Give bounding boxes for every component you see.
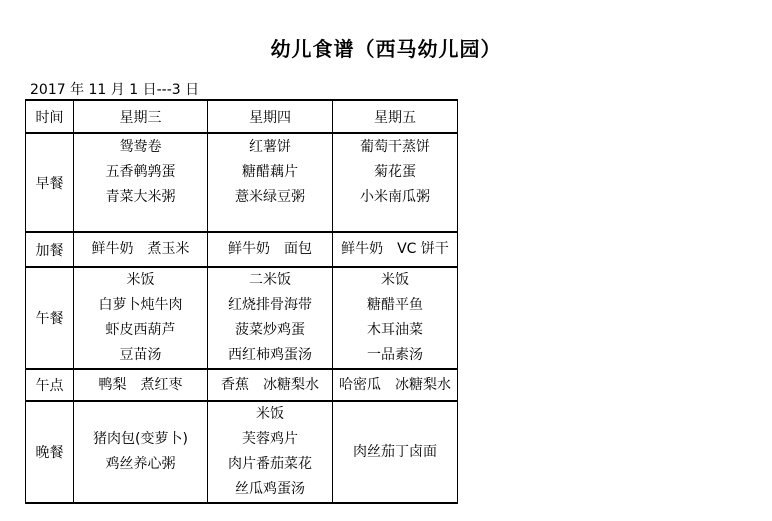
- row-label: 午餐: [26, 267, 74, 369]
- row-label: 午点: [26, 369, 74, 401]
- menu-item: 鸡丝养心粥: [105, 456, 176, 472]
- menu-cell: [208, 133, 333, 232]
- menu-item: 豆苗汤: [119, 347, 162, 363]
- menu-table-body: [26, 100, 458, 503]
- menu-item: 一品素汤: [367, 347, 423, 363]
- menu-item: 红薯饼: [249, 139, 291, 155]
- menu-item: 米饭: [256, 406, 284, 422]
- menu-item: 小米南瓜粥: [360, 189, 430, 205]
- header-cell-thursday: 星期四: [208, 100, 333, 133]
- menu-item: 木耳油菜: [367, 322, 423, 338]
- date-line: 2017 年 11 月 1 日---3 日: [30, 82, 200, 98]
- page-title: 幼儿食谱（西马幼儿园）: [270, 37, 502, 61]
- menu-item: 鸳鸯卷: [119, 139, 162, 155]
- menu-item: 葡萄干蒸饼: [360, 139, 430, 155]
- row-label: 早餐: [26, 133, 74, 232]
- menu-cell: [333, 133, 458, 232]
- menu-item: 米饭: [126, 272, 155, 288]
- table-row: [26, 369, 458, 401]
- menu-cell: [208, 232, 333, 267]
- menu-cell: [208, 401, 333, 503]
- header-cell-time: 时间: [26, 100, 74, 133]
- table-row: [26, 401, 458, 503]
- menu-cell: [333, 369, 458, 401]
- menu-item: 猪肉包(变萝卜): [93, 431, 188, 447]
- menu-item: 鸭梨 煮红枣: [98, 376, 183, 393]
- menu-cell: [333, 267, 458, 369]
- menu-item: 菊花蛋: [374, 164, 416, 180]
- row-label: 加餐: [26, 232, 74, 267]
- menu-item: 丝瓜鸡蛋汤: [235, 481, 305, 497]
- menu-item: 红烧排骨海带: [228, 297, 312, 313]
- menu-item: 五香鹌鹑蛋: [105, 164, 176, 180]
- table-row: [26, 133, 458, 232]
- menu-item: 鲜牛奶 面包: [228, 241, 312, 257]
- menu-table: [25, 99, 458, 504]
- menu-item: 米饭: [381, 272, 409, 288]
- menu-item: 西红柿鸡蛋汤: [228, 347, 312, 363]
- header-cell-friday: 星期五: [333, 100, 458, 133]
- table-row: [26, 232, 458, 267]
- menu-cell: [208, 369, 333, 401]
- menu-cell: [74, 133, 208, 232]
- menu-cell: [74, 267, 208, 369]
- menu-item: 肉片番茄菜花: [228, 456, 312, 472]
- menu-item: 青菜大米粥: [105, 189, 176, 205]
- menu-cell: [333, 401, 458, 503]
- menu-cell: [74, 232, 208, 267]
- menu-item: 虾皮西葫芦: [105, 322, 176, 338]
- header-cell-wednesday: 星期三: [74, 100, 208, 133]
- menu-item: 鲜牛奶 VC 饼干: [341, 241, 449, 257]
- menu-item: 鲜牛奶 煮玉米: [91, 241, 190, 257]
- menu-cell: [333, 232, 458, 267]
- table-header-row: [26, 100, 458, 133]
- menu-item: 薏米绿豆粥: [235, 189, 305, 205]
- menu-item: 哈密瓜 冰糖梨水: [339, 376, 451, 393]
- menu-item: 香蕉 冰糖梨水: [221, 376, 319, 393]
- menu-item: 肉丝茄丁卤面: [353, 443, 437, 460]
- table-row: [26, 267, 458, 369]
- menu-cell: [74, 401, 208, 503]
- menu-item: 糖醋藕片: [242, 164, 298, 180]
- menu-cell: [74, 369, 208, 401]
- row-label: 晚餐: [26, 401, 74, 503]
- menu-item: 芙蓉鸡片: [242, 431, 298, 447]
- menu-item: 菠菜炒鸡蛋: [235, 322, 305, 338]
- menu-item: 糖醋平鱼: [367, 297, 423, 313]
- menu-item: 白萝卜炖牛肉: [98, 297, 183, 313]
- menu-item: 二米饭: [249, 272, 291, 288]
- menu-cell: [208, 267, 333, 369]
